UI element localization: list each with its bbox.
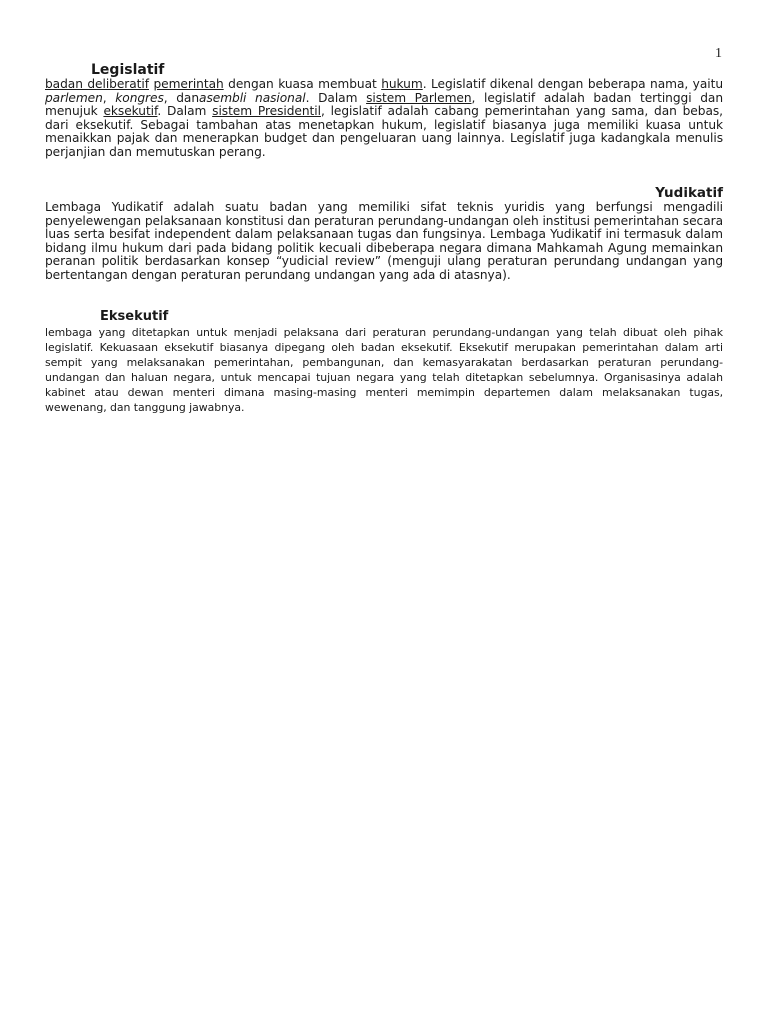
- paragraph-yudikatif: Lembaga Yudikatif adalah suatu badan yang memiliki sifat teknis yuridis yang berfungsi mengadili penyelewengan pelaksanaan konstitusi dan peraturan perundang-undangan oleh institusi pemerintahan secara luas serta besifat independent dalam pelaksanaan tugas dan fungsinya. Lembaga Yudikatif ini termasuk dalam bidang ilmu hukum dari pada bidang politik kecuali dibeberapa negara dimana Mahkamah Agung memainkan peranan politik berdasarkan konsep “yudicial review” (menguji ulang peraturan perundang undangan yang bertentangan dengan peraturan perundang undangan yang ada di atasnya).: [45, 200, 723, 282]
- link-pemerintah[interactable]: pemerintah: [153, 77, 224, 91]
- section-yudikatif: [45, 185, 723, 283]
- link-hukum[interactable]: hukum: [381, 77, 423, 91]
- heading-legislatif: Legislatif: [91, 62, 165, 78]
- term-asembli-nasional: asembli nasional: [199, 90, 306, 105]
- term-parlemen: parlemen: [45, 90, 103, 105]
- link-sistem-presidentil[interactable]: sistem Presidentil: [212, 104, 321, 119]
- text-run: ,: [102, 90, 116, 105]
- text-run: , dan: [163, 90, 200, 105]
- page-number: 1: [715, 46, 722, 61]
- text-run: . Dalam: [157, 104, 213, 119]
- link-eksekutif[interactable]: eksekutif: [103, 104, 158, 119]
- section-legislatif: [45, 62, 723, 160]
- text-run: . Legislatif dikenal dengan beberapa nama, yaitu: [422, 77, 723, 91]
- term-kongres: kongres: [115, 90, 164, 105]
- link-sistem-parlemen[interactable]: sistem Parlemen: [366, 90, 472, 105]
- section-eksekutif: [45, 309, 723, 415]
- text-run: , legislatif adalah badan tertinggi dan menujuk: [45, 90, 723, 119]
- heading-yudikatif: Yudikatif: [655, 185, 723, 201]
- paragraph-eksekutif: lembaga yang ditetapkan untuk menjadi pelaksana dari peraturan perundang-undangan yang telah dibuat oleh pihak legislatif. Kekuasaan eksekutif biasanya dipegang oleh badan eksekutif. Eksekutif merupakan pemerintahan dalam arti sempit yang melaksanakan pemerintahan, pembangunan, dan kemasyarakatan berdasarkan peraturan perundang-undangan dan haluan negara, untuk mencapai tujuan negara yang telah ditetapkan sebelumnya. Organisasinya adalah kabinet atau dewan menteri dimana masing-masing menteri memimpin departemen dalam melaksanakan tugas, wewenang, dan tanggung jawabnya.: [45, 326, 723, 414]
- heading-eksekutif: Eksekutif: [100, 309, 169, 324]
- text-run: . Dalam: [305, 90, 367, 105]
- link-badan-deliberatif[interactable]: badan deliberatif: [45, 77, 149, 91]
- text-run: dengan kuasa membuat: [223, 77, 382, 91]
- text-run: , legislatif adalah cabang pemerintahan yang sama, dan bebas, dari eksekutif. Sebagai tambahan atas menetapkan hukum, legislatif biasanya juga memiliki kuasa untuk menaikkan pajak dan menerapkan budget dan pengeluaran uang lainnya. Legislatif juga kadangkala menulis perjanjian dan memutuskan perang.: [45, 104, 723, 159]
- paragraph-legislatif: [45, 78, 723, 160]
